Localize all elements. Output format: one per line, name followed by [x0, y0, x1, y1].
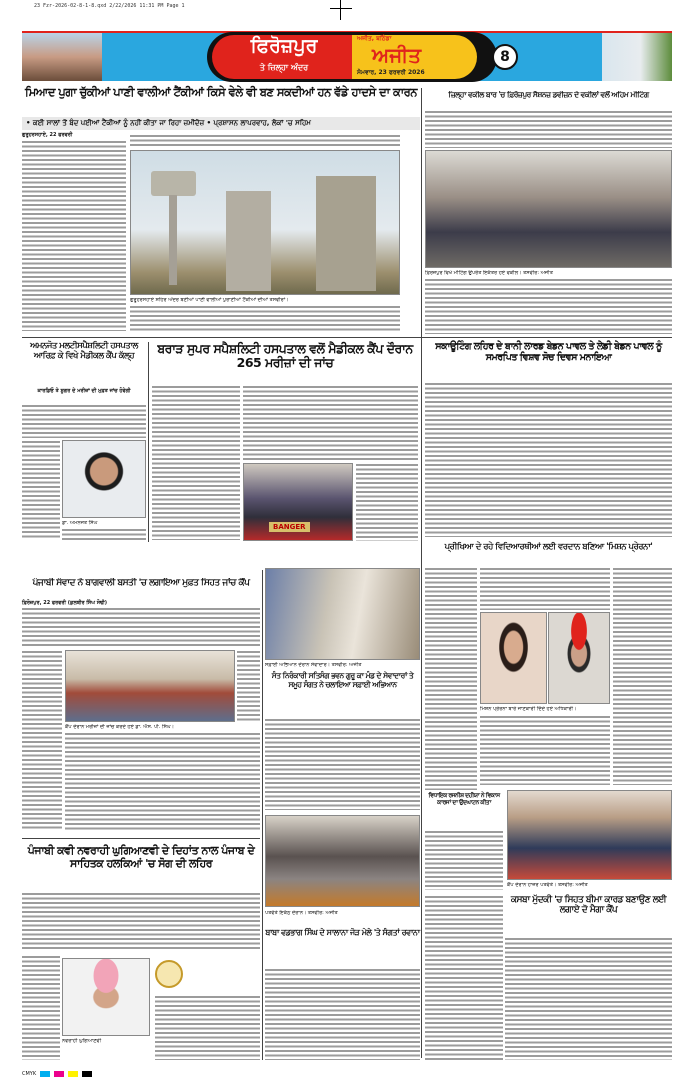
body-text	[237, 650, 260, 722]
section-title: ਫਿਰੋਜ਼ਪੁਰ	[250, 35, 318, 57]
photo-lawyers-group	[425, 150, 672, 268]
dateline-tanks: ਗੁਰੂਹਰਸਹਾਏ, 22 ਫਰਵਰੀ	[22, 132, 73, 138]
body-text	[22, 440, 60, 540]
caption-navrahi: ਨਵਰਾਹੀ ਘੁਗਿਆਣਵੀ	[62, 1038, 102, 1044]
registration-mark	[340, 0, 341, 20]
headline-samvad: ਪੰਜਾਬੀ ਸੰਵਾਦ ਨੇ ਬਾਗਵਾਲੀ ਬਸਤੀ 'ਚ ਲਗਾਇਆ ਮੁਫ਼ਤ ਸਿਹਤ ਜਾਂਚ ਕੈਂਪ	[32, 578, 250, 588]
caption-mudki: ਕੈਂਪ ਦੌਰਾਨ ਹਾਜ਼ਰ ਪਤਵੰਤੇ। ਤਸਵੀਰ: ਅਜੀਤ	[507, 882, 588, 888]
section-subtitle: ਤੇ ਜ਼ਿਲ੍ਹਾ ਅੰਦਰ	[259, 63, 309, 72]
body-text	[425, 382, 672, 537]
headline-nirankari: ਸੰਤ ਨਿਰੰਕਾਰੀ ਸਤਿਸੰਗ ਭਵਨ ਗੁਰੂ ਕਾ ਮੰਡ ਦੇ ਸੇਵਾਦਾਰਾਂ ਤੇ ਸਮੂਹ ਸੰਗਤ ਨੇ ਚਲਾਇਆ ਸਫ਼ਾਈ ਅਭਿਆਨ	[271, 671, 414, 689]
masthead	[22, 31, 672, 81]
headline-vadbhag: ਬਾਬਾ ਵਡਭਾਗ ਸਿੰਘ ਦੇ ਸਾਲਾਨਾ ਜੋੜ ਮੇਲੇ 'ਤੇ ਸੰਗਤਾਂ ਰਵਾਨਾ	[265, 928, 420, 937]
cmyk-label: CMYK	[22, 1071, 37, 1077]
masthead-photo-right	[602, 33, 672, 81]
headline-navrahi: ਪੰਜਾਬੀ ਕਵੀ ਨਵਰਾਹੀ ਘੁਗਿਆਣਵੀ ਦੇ ਦਿਹਾਂਤ ਨਾਲ ਪੰਜਾਬ ਦੇ ਸਾਹਿਤਕ ਹਲਕਿਆਂ 'ਚ ਸੋਗ ਦੀ ਲਹਿਰ	[27, 844, 255, 870]
body-text	[22, 404, 146, 438]
body-text	[22, 955, 60, 1060]
photo-poet	[62, 958, 150, 1036]
photo-water-tanks	[130, 150, 400, 295]
body-text	[265, 718, 420, 810]
headline-amanjot: ਅਮਨਜੋਤ ਮਲਟੀਸਪੈਸ਼ਲਿਟੀ ਹਸਪਤਾਲ ਆਰਿਫ਼ ਕੇ ਵਿਖੇ ਮੈਡੀਕਲ ਕੈਂਪ ਕੱਲ੍ਹ	[30, 341, 138, 361]
masthead-photo-left	[22, 33, 102, 81]
caption-samvad: ਕੈਂਪ ਦੌਰਾਨ ਮਰੀਜ਼ਾਂ ਦੀ ਜਾਂਚ ਕਰਦੇ ਹੋਏ ਡਾ. ਐਸ. ਪੀ. ਸਿੰਘ।	[65, 724, 174, 730]
body-text	[480, 567, 610, 610]
column-rule	[262, 570, 263, 1060]
caption-celebration: ਪਤਵੰਤੇ ਇਕੱਠ ਦੌਰਾਨ। ਤਸਵੀਰ: ਅਜੀਤ	[265, 910, 338, 916]
photo-doctor	[62, 440, 146, 518]
body-text	[22, 650, 62, 830]
caption-lawyers: ਫ਼ਿਰੋਜ਼ਪੁਰ ਵਿਖੇ ਮੀਟਿੰਗ ਉਪਰੰਤ ਇਕੱਤਰ ਹੋਏ ਵਕੀਲ। ਤਸਵੀਰ: ਅਜੀਤ	[425, 270, 553, 276]
headline-brar: ਬਰਾੜ ਸੁਪਰ ਸਪੈਸ਼ਲਿਟੀ ਹਸਪਤਾਲ ਵਲੋਂ ਮੈਡੀਕਲ ਕੈਂਪ ਦੌਰਾਨ 265 ਮਰੀਜ਼ਾਂ ਦੀ ਜਾਂਚ	[157, 341, 413, 371]
body-text	[356, 463, 418, 541]
color-swatch	[68, 1071, 78, 1077]
photo-celebration	[265, 815, 420, 907]
body-text	[22, 607, 260, 647]
body-text	[265, 968, 420, 1060]
body-text	[65, 732, 260, 830]
body-text	[425, 567, 477, 790]
color-swatch	[82, 1071, 92, 1077]
body-text	[130, 305, 400, 331]
emblem-icon	[155, 960, 183, 988]
body-text	[425, 278, 672, 334]
caption-prerna: ਮਿਸ਼ਨ ਪ੍ਰੇਰਨਾ ਬਾਰੇ ਜਾਣਕਾਰੀ ਦਿੰਦੇ ਹੋਏ ਅਧਿਕਾਰੀ।	[480, 706, 577, 712]
section-divider	[22, 838, 260, 839]
registration-mark	[330, 8, 352, 9]
photo-turbaned-officer	[548, 612, 610, 704]
headline-scouts: ਸਕਾਊਟਿੰਗ ਲਹਿਰ ਦੇ ਬਾਨੀ ਲਾਰਡ ਬੇਡਨ ਪਾਵਲ ਤੇ ਲੇਡੀ ਬੇਡਨ ਪਾਵਲ ਨੂੰ ਸਮਰਪਿਤ ਵਿਸ਼ਵ ਸੋਚ ਦਿਵਸ ਮਨਾਇਆ	[435, 341, 662, 363]
section-divider	[22, 337, 672, 338]
issue-date: ਸੋਮਵਾਰ, 23 ਫਰਵਰੀ 2026	[357, 69, 425, 76]
subhead-tanks: • ਕਈ ਸਾਲਾਂ ਤੋਂ ਬੰਦ ਪਈਆਂ ਟੈਂਕੀਆਂ ਨੂੰ ਨਹੀਂ ਕੀਤਾ ਜਾ ਰਿਹਾ ਜ਼ਮੀਂਦੋਜ਼ • ਪ੍ਰਸ਼ਾਸਨ ਲਾਪਰਵਾਹ, ਲੋਕਾਂ 'ਚ ਸਹਿਮ	[22, 117, 420, 130]
caption-tanks: ਗੁਰੂਹਰਸਹਾਏ ਸ਼ਹਿਰ ਅੰਦਰ ਬਣੀਆਂ ਪਾਣੀ ਵਾਲੀਆਂ ਪੁਰਾਣੀਆਂ ਟੈਂਕੀਆਂ ਦੀਆਂ ਤਸਵੀਰਾਂ।	[130, 297, 289, 303]
photo-cleaning-drive	[265, 568, 420, 660]
body-text	[130, 134, 400, 147]
body-text	[613, 567, 672, 785]
print-slug: 23 Fzr-2026-02-8-1-8.qxd 2/22/2026 11:31 PM Page 1	[34, 3, 185, 9]
photo-health-camp	[65, 650, 235, 722]
body-text	[152, 385, 240, 540]
body-text	[62, 528, 146, 540]
photo-woman-officer	[480, 612, 547, 704]
color-swatch	[40, 1071, 50, 1077]
edition-label: ਅਜੀਤ, ਬਠਿੰਡਾ	[357, 35, 392, 42]
body-text	[425, 830, 503, 890]
dateline-samvad: ਫ਼ਿਰੋਜ਼ਪੁਰ, 22 ਫਰਵਰੀ (ਕੁਲਬੀਰ ਸਿੰਘ ਸੋਢੀ)	[22, 600, 108, 606]
caption-nirankari: ਸਫ਼ਾਈ ਅਭਿਆਨ ਦੌਰਾਨ ਸੇਵਾਦਾਰ। ਤਸਵੀਰ: ਅਜੀਤ	[265, 662, 362, 668]
body-text	[155, 995, 260, 1060]
headline-prerna: ਪ੍ਰੀਖਿਆ ਦੇ ਰਹੇ ਵਿਦਿਆਰਥੀਆਂ ਲਈ ਵਰਦਾਨ ਬਣਿਆ 'ਮਿਸ਼ਨ ਪ੍ਰੇਰਨਾ'	[444, 542, 653, 552]
body-text	[425, 895, 503, 1060]
page-number-badge	[492, 44, 518, 70]
body-text	[505, 937, 672, 1060]
column-rule	[148, 342, 149, 542]
headline-mudki: ਕਸਬਾ ਮੁੱਦਕੀ 'ਚ ਸਿਹਤ ਬੀਮਾ ਕਾਰਡ ਬਣਾਉਣ ਲਈ ਲਗਾਏ ਦੋ ਮੈਗਾ ਕੈਂਪ	[510, 895, 667, 916]
brand-logo: ਅਜੀਤ	[372, 43, 422, 67]
subhead-amanjot: ਕਾਰਡਿਓ ਤੇ ਸ਼ੂਗਰ ਦੇ ਮਰੀਜ਼ਾਂ ਦੀ ਮੁਫ਼ਤ ਜਾਂਚ ਹੋਵੇਗੀ	[37, 388, 131, 394]
masthead-oval	[207, 32, 497, 82]
body-text	[480, 715, 610, 785]
body-text	[22, 892, 260, 950]
camp-banner: BANGER	[269, 522, 310, 532]
page-number: 8	[500, 49, 510, 65]
photo-mudki-gathering	[507, 790, 672, 880]
color-swatch	[54, 1071, 64, 1077]
body-text	[22, 140, 126, 331]
headline-lawyers: ਜ਼ਿਲ੍ਹਾ ਵਕੀਲ ਬਾਰ 'ਚ ਫ਼ਿਰੋਜ਼ਪੁਰ ਸੈਸ਼ਨਜ਼ ਡਵੀਜ਼ਨ ਦੇ ਵਕੀਲਾਂ ਵਲੋਂ ਅਹਿਮ ਮੀਟਿੰਗ	[448, 91, 649, 99]
photo-medical-camp	[243, 463, 353, 541]
headline-celebration: ਵਿਧਾਇਕ ਰਜਨੀਸ਼ ਦਹੀਯਾ ਨੇ ਵਿਕਾਸ ਕਾਰਜਾਂ ਦਾ ਉਦਘਾਟਨ ਕੀਤਾ	[428, 792, 500, 806]
column-rule	[421, 88, 422, 1058]
headline-tanks: ਮਿਆਦ ਪੁਗਾ ਚੁੱਕੀਆਂ ਪਾਣੀ ਵਾਲੀਆਂ ਟੈਂਕੀਆਂ ਕਿਸੇ ਵੇਲੇ ਵੀ ਬਣ ਸਕਦੀਆਂ ਹਨ ਵੱਡੇ ਹਾਦਸੇ ਦਾ ਕਾਰਨ	[25, 85, 417, 99]
body-text	[243, 385, 418, 460]
caption-amanjot: ਡਾ. ਅਮਨਜੋਤ ਸਿੰਘ	[62, 520, 98, 526]
footer-bar	[22, 1070, 672, 1078]
body-text	[425, 110, 672, 148]
